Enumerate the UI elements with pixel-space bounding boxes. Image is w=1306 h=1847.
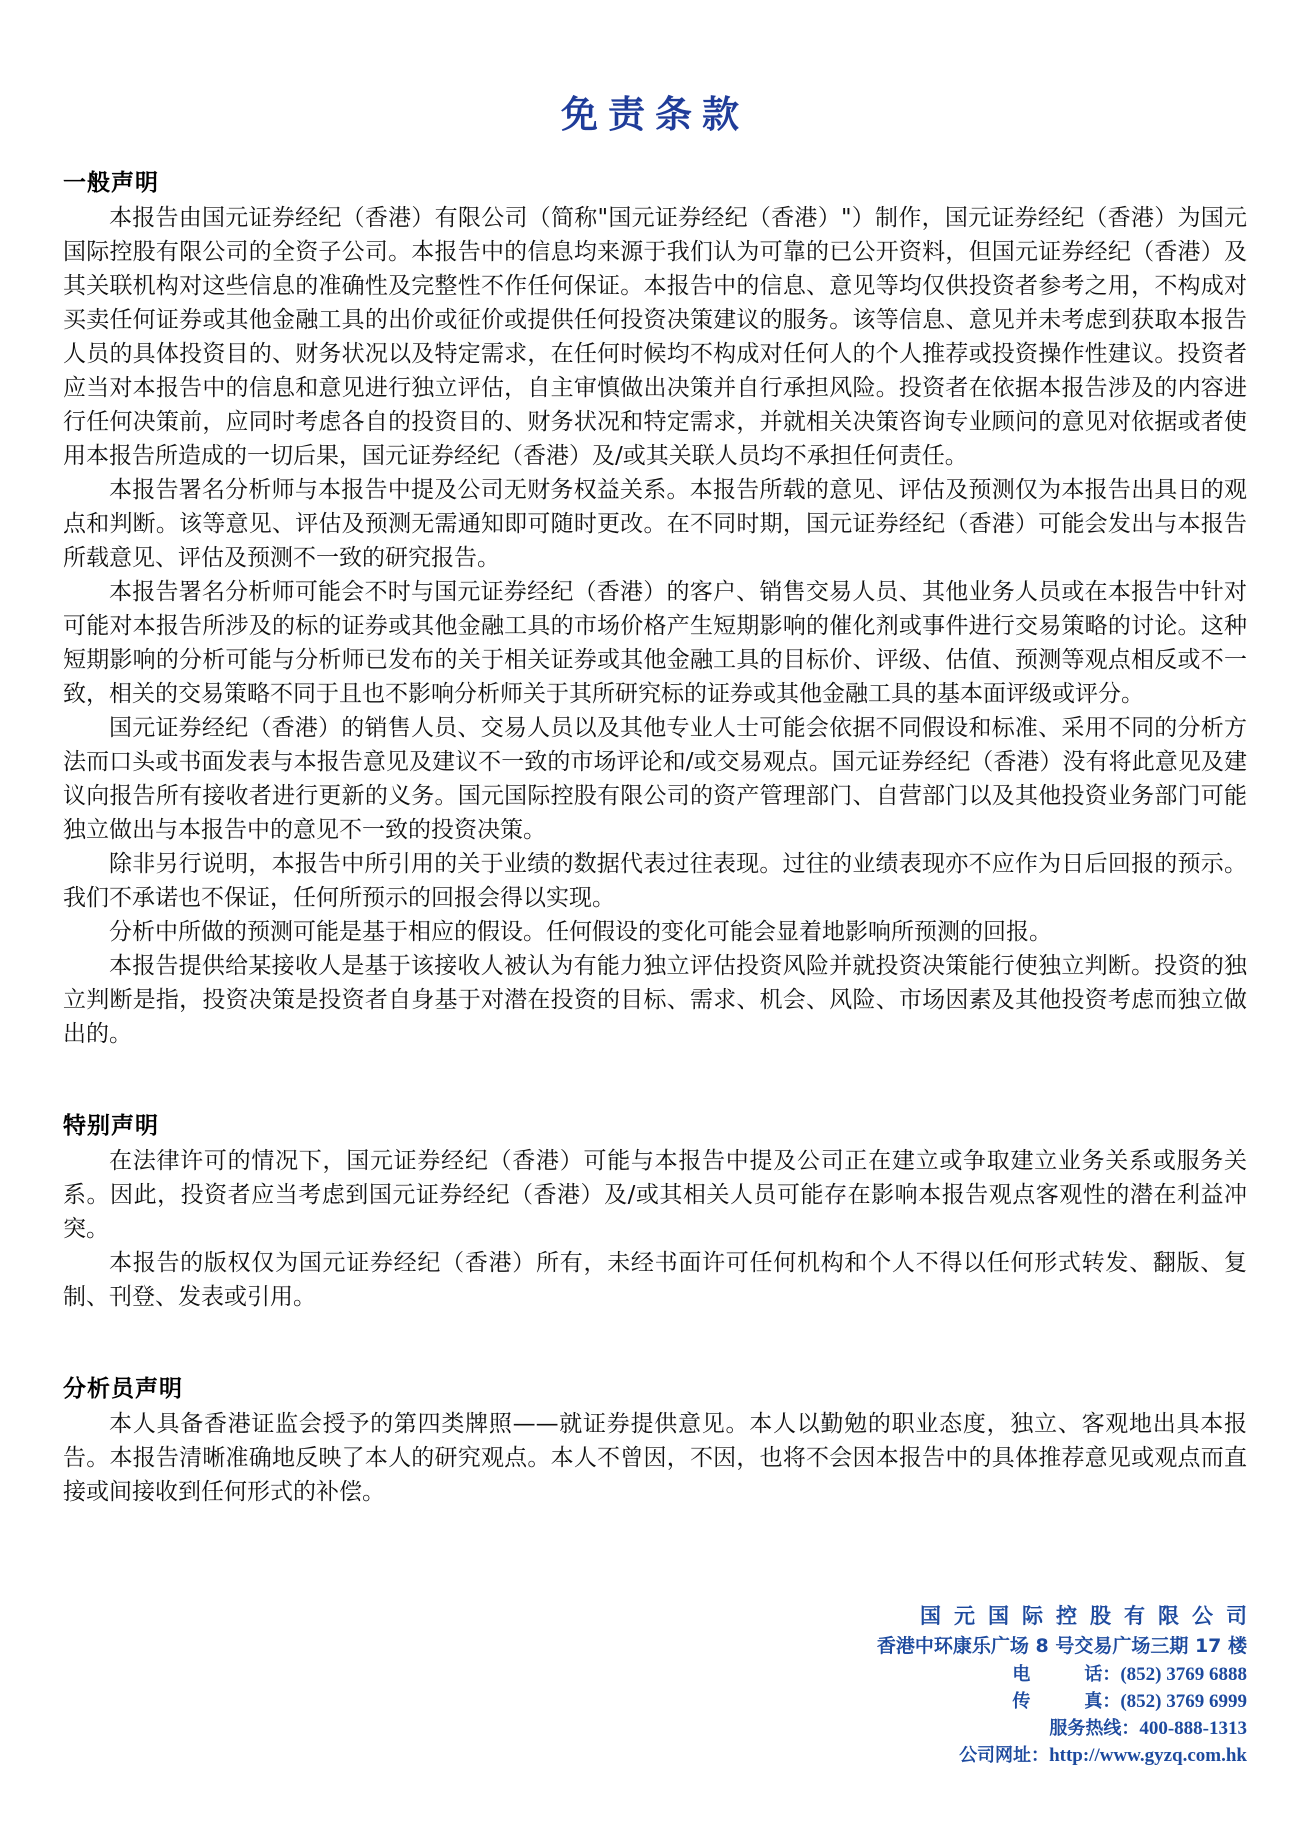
- section-general-statement: [63, 164, 1247, 1051]
- general-paragraph-1: 本报告由国元证券经纪（香港）有限公司（简称"国元证券经纪（香港）"）制作，国元证券经纪（香港）为国元国际控股有限公司的全资子公司。本报告中的信息均来源于我们认为可靠的已公开资料，但国元证券经纪（香港）及其关联机构对这些信息的准确性及完整性不作任何保证。本报告中的信息、意见等均仅供投资者参考之用，不构成对买卖任何证券或其他金融工具的出价或征价或提供任何投资决策建议的服务。该等信息、意见并未考虑到获取本报告人员的具体投资目的、财务状况以及特定需求，在任何时候均不构成对任何人的个人推荐或投资操作性建议。投资者应当对本报告中的信息和意见进行独立评估，自主审慎做出决策并自行承担风险。投资者在依据本报告涉及的内容进行任何决策前，应同时考虑各自的投资目的、财务状况和特定需求，并就相关决策咨询专业顾问的意见对依据或者使用本报告所造成的一切后果，国元证券经纪（香港）及/或其关联人员均不承担任何责任。: [63, 205, 1247, 469]
- section-special-statement: [63, 1107, 1247, 1314]
- section-analyst-statement: [63, 1370, 1247, 1509]
- hotline-value: 400-888-1313: [1139, 1718, 1247, 1739]
- special-paragraph-1: 在法律许可的情况下，国元证券经纪（香港）可能与本报告中提及公司正在建立或争取建立业务关系或服务关系。因此，投资者应当考虑到国元证券经纪（香港）及/或其相关人员可能存在影响本报告观点客观性的潜在利益冲突。: [63, 1148, 1247, 1242]
- contact-phone-line: [63, 1661, 1247, 1688]
- section-heading-special: 特别声明: [63, 1113, 159, 1139]
- phone-label: 电 话：: [1012, 1664, 1121, 1685]
- section-heading-general: 一般声明: [63, 170, 159, 196]
- contact-website-line: [63, 1742, 1247, 1769]
- website-link[interactable]: http://www.gyzq.com.hk: [1049, 1745, 1247, 1766]
- analyst-paragraph-1: 本人具备香港证监会授予的第四类牌照——就证券提供意见。本人以勤勉的职业态度，独立、客观地出具本报告。本报告清晰准确地反映了本人的研究观点。本人不曾因，不因，也将不会因本报告中的具体推荐意见或观点而直接或间接收到任何形式的补偿。: [63, 1411, 1247, 1505]
- general-paragraph-7: 本报告提供给某接收人是基于该接收人被认为有能力独立评估投资风险并就投资决策能行使独立判断。投资的独立判断是指，投资决策是投资者自身基于对潜在投资的目标、需求、机会、风险、市场因素及其他投资考虑而独立做出的。: [63, 953, 1247, 1047]
- company-contact-block: [63, 1601, 1260, 1769]
- company-address: 香港中环康乐广场 8 号交易广场三期 17 楼: [876, 1635, 1247, 1657]
- hotline-label: 服务热线：: [1049, 1718, 1140, 1739]
- page-title: 免责条款: [561, 93, 749, 136]
- special-paragraph-2: 本报告的版权仅为国元证券经纪（香港）所有，未经书面许可任何机构和个人不得以任何形式转发、翻版、复制、刊登、发表或引用。: [63, 1250, 1247, 1310]
- section-heading-analyst: 分析员声明: [63, 1376, 183, 1402]
- phone-value: (852) 3769 6888: [1120, 1664, 1247, 1685]
- general-paragraph-3: 本报告署名分析师可能会不时与国元证券经纪（香港）的客户、销售交易人员、其他业务人员或在本报告中针对可能对本报告所涉及的标的证券或其他金融工具的市场价格产生短期影响的催化剂或事件进行交易策略的讨论。这种短期影响的分析可能与分析师已发布的关于相关证券或其他金融工具的目标价、评级、估值、预测等观点相反或不一致，相关的交易策略不同于且也不影响分析师关于其所研究标的证券或其他金融工具的基本面评级或评分。: [63, 579, 1247, 707]
- company-name: 国元国际控股有限公司: [920, 1604, 1260, 1628]
- general-paragraph-5: 除非另行说明，本报告中所引用的关于业绩的数据代表过往表现。过往的业绩表现亦不应作为日后回报的预示。我们不承诺也不保证，任何所预示的回报会得以实现。: [63, 851, 1247, 911]
- general-paragraph-6: 分析中所做的预测可能是基于相应的假设。任何假设的变化可能会显着地影响所预测的回报。: [109, 919, 1052, 945]
- contact-hotline-line: [63, 1715, 1247, 1742]
- general-paragraph-4: 国元证券经纪（香港）的销售人员、交易人员以及其他专业人士可能会依据不同假设和标准、采用不同的分析方法而口头或书面发表与本报告意见及建议不一致的市场评论和/或交易观点。国元证券经纪（香港）没有将此意见及建议向报告所有接收者进行更新的义务。国元国际控股有限公司的资产管理部门、自营部门以及其他投资业务部门可能独立做出与本报告中的意见不一致的投资决策。: [63, 715, 1247, 843]
- general-paragraph-2: 本报告署名分析师与本报告中提及公司无财务权益关系。本报告所载的意见、评估及预测仅为本报告出具日的观点和判断。该等意见、评估及预测无需通知即可随时更改。在不同时期，国元证券经纪（香港）可能会发出与本报告所载意见、评估及预测不一致的研究报告。: [63, 477, 1247, 571]
- website-label: 公司网址：: [959, 1745, 1050, 1766]
- contact-fax-line: [63, 1688, 1247, 1715]
- fax-value: (852) 3769 6999: [1120, 1691, 1247, 1712]
- fax-label: 传 真：: [1012, 1691, 1121, 1712]
